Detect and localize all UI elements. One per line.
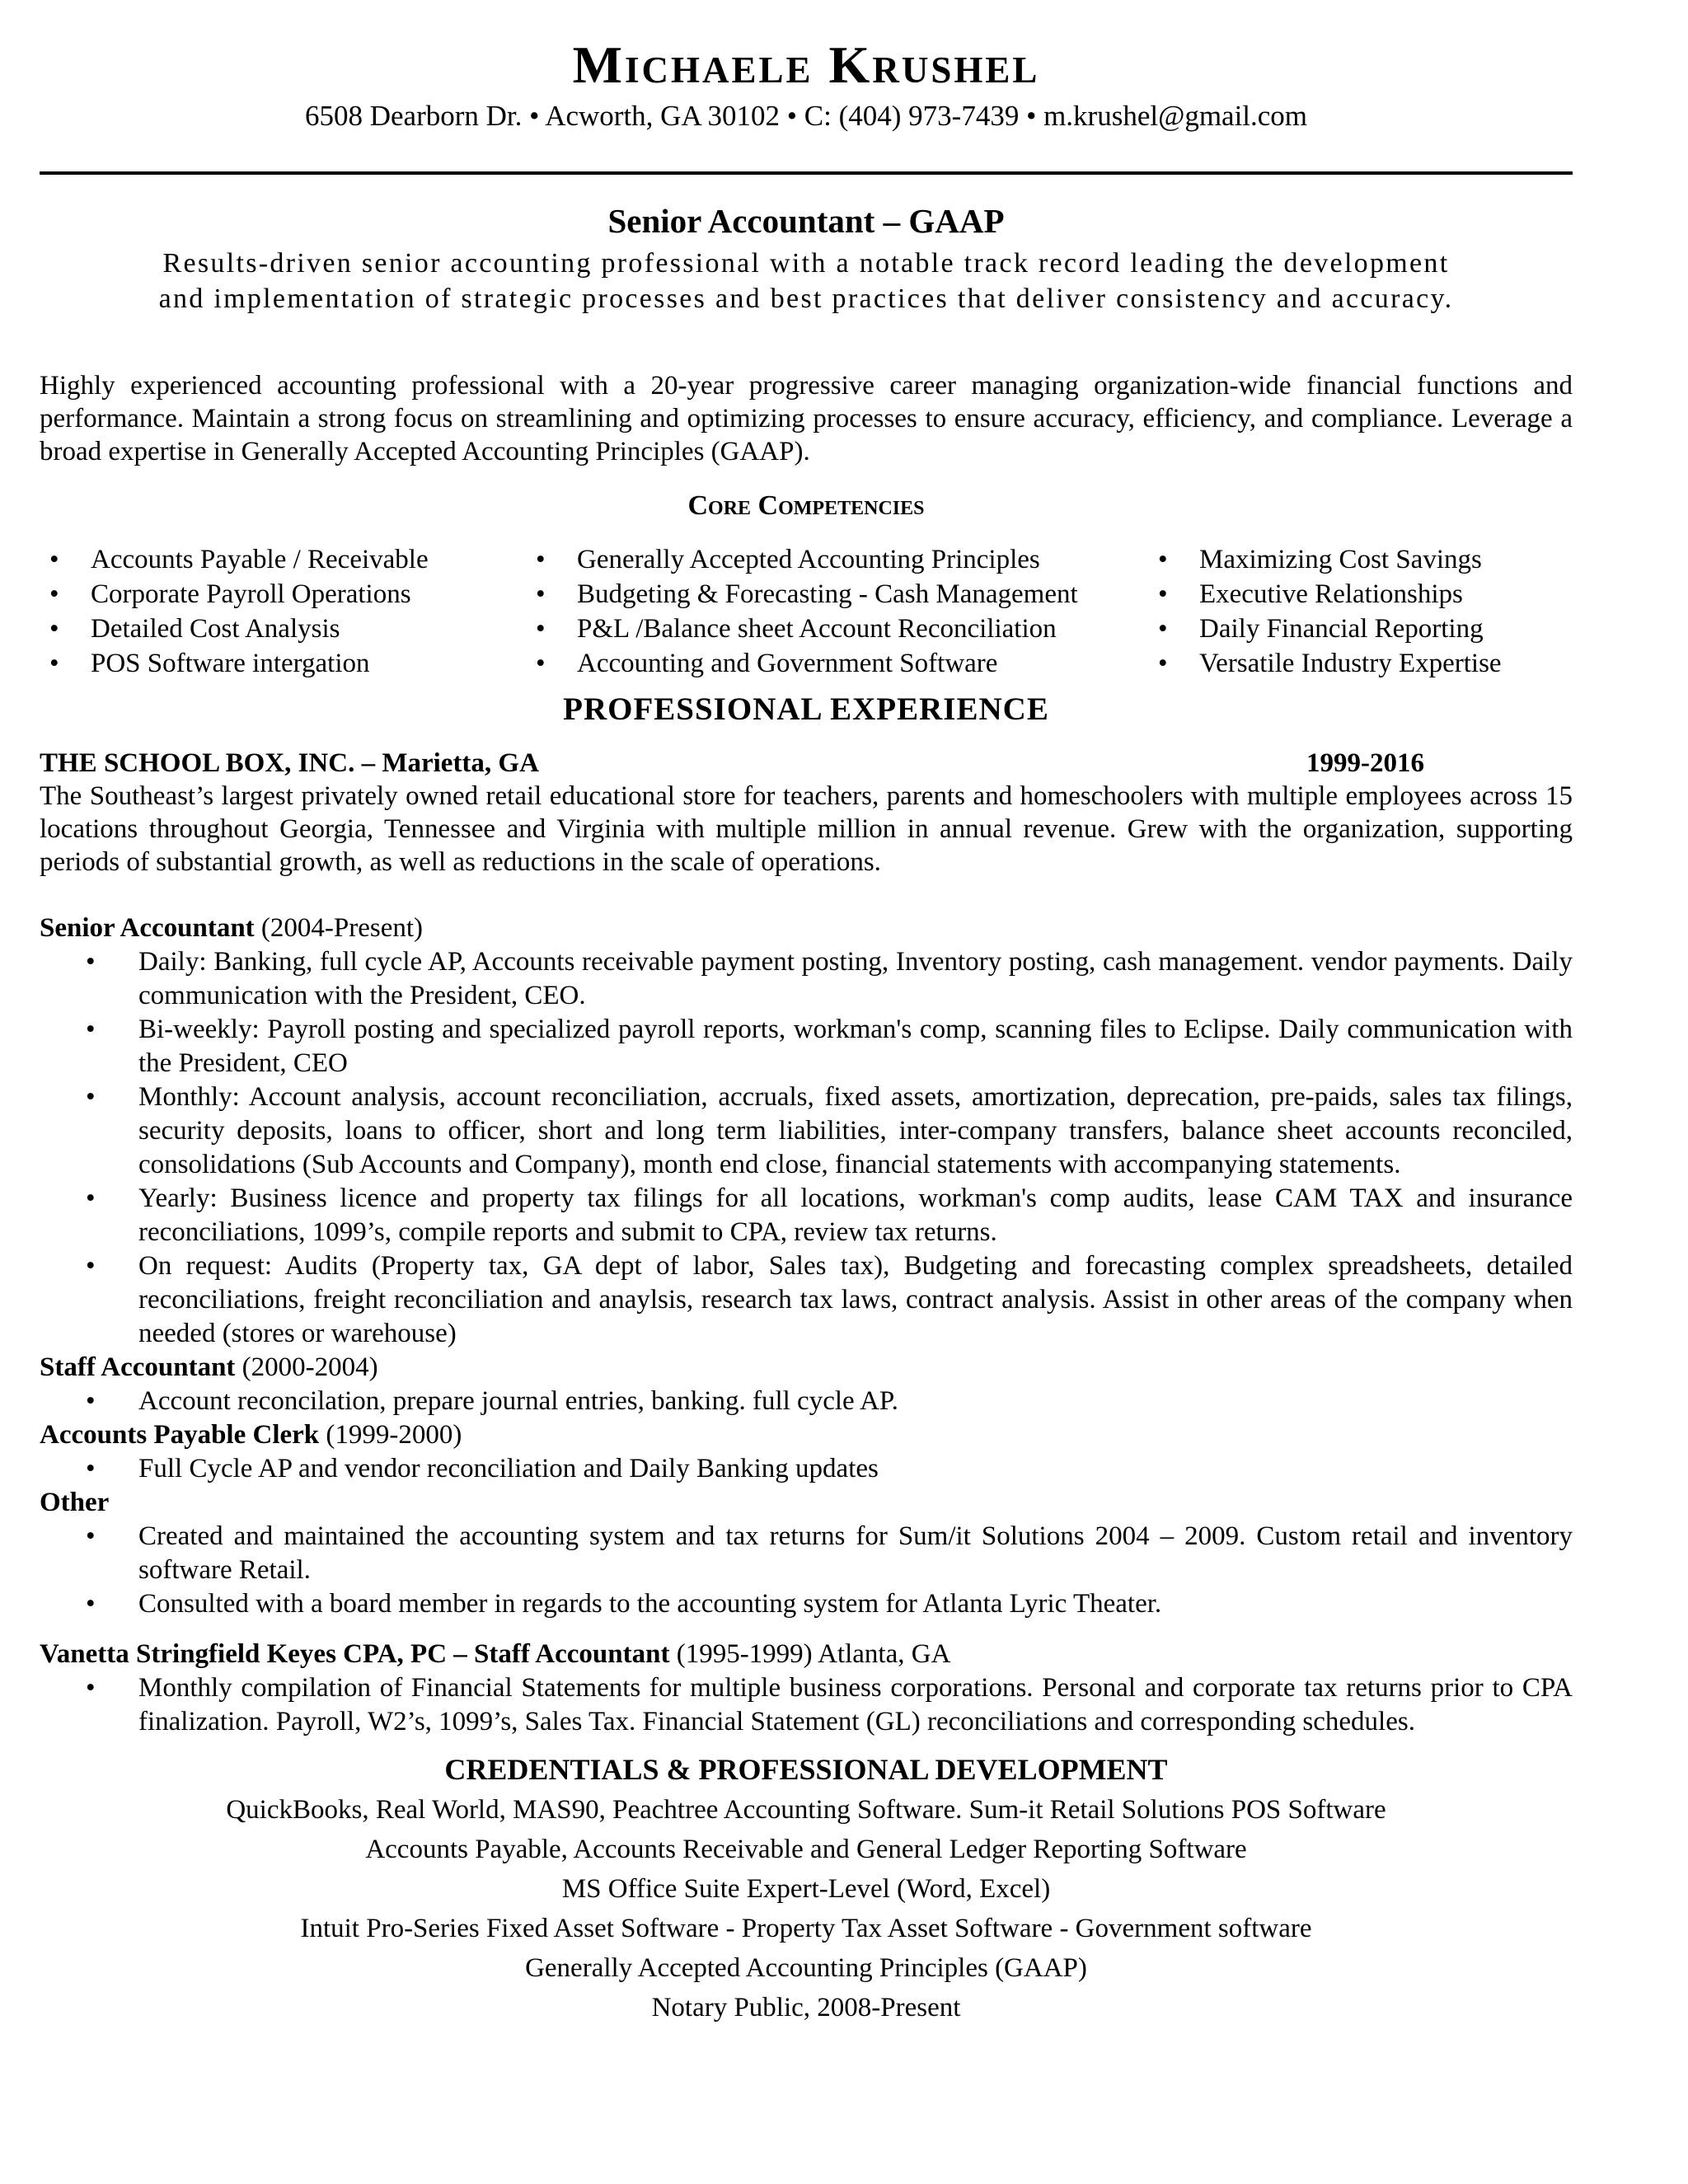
employer-details: (1995-1999) Atlanta, GA [676,1639,951,1669]
credential-line: MS Office Suite Expert-Level (Word, Excel) [561,1874,1051,1904]
role-dates: (2000-2004) [241,1352,378,1382]
role-title: Staff Accountant [40,1352,236,1382]
employer-name: THE SCHOOL BOX, INC. – Marietta, GA [40,748,539,778]
credentials-title: CREDENTIALS & PROFESSIONAL DEVELOPMENT [444,1753,1168,1786]
credential-line: Notary Public, 2008-Present [651,1993,961,2022]
role-title: Accounts Payable Clerk [40,1420,320,1450]
candidate-name: Michaele Krushel [572,35,1040,94]
competency-item: • Executive Relationships [1148,577,1573,612]
competencies-column-2 [526,542,1148,681]
competency-item: • Daily Financial Reporting [1148,612,1573,646]
senior-accountant-duties [40,945,1573,1351]
employer-vanetta [40,1638,1573,1671]
duty-item: • Account reconcilation, prepare journal entries, banking. full cycle AP. [40,1385,1573,1418]
role-other [40,1486,1573,1520]
credential-line: Intuit Pro-Series Fixed Asset Software - Property Tax Asset Software - Government software [300,1914,1312,1943]
experience-title: PROFESSIONAL EXPERIENCE [563,691,1049,727]
competency-item: • Corporate Payroll Operations [40,577,526,612]
role-senior-accountant [40,912,1573,945]
duty-item: • Monthly: Account analysis, account reconciliation, accruals, fixed assets, amortization, deprecation, pre-paids, sales tax filings, security deposits, loans to officer, short and long term liabilities, inter-company transfers, balance sheet accounts reconciled, consolidations (Sub Accounts and Company), month end close, financial statements with accompanying statements. [40,1080,1573,1182]
competency-item: • Accounting and Government Software [526,646,1148,681]
role-title: Other [40,1488,110,1517]
competencies-grid [40,542,1573,681]
contact-info: 6508 Dearborn Dr. • Acworth, GA 30102 • C: (404) 973-7439 • m.krushel@gmail.com [304,100,1308,132]
role-dates: (1999-2000) [326,1420,462,1450]
competency-item: • P&L /Balance sheet Account Reconciliation [526,612,1148,646]
competency-item: • Accounts Payable / Receivable [40,542,526,577]
competencies-column-3 [1148,542,1573,681]
duty-item: • Created and maintained the accounting system and tax returns for Sum/it Solutions 2004 – 2009. Custom retail and inventory software Retail. [40,1520,1573,1587]
role-accounts-payable-clerk [40,1418,1573,1452]
tagline-line-1: Results-driven senior accounting professional with a notable track record leading the development [162,248,1450,279]
employer-header [40,747,1573,780]
tagline [40,246,1573,316]
resume-page [40,33,1573,2027]
duty-item: • Yearly: Business licence and property tax filings for all locations, workman's comp audits, lease CAM TAX and insurance reconciliations, 1099’s, compile reports and submit to CPA, review tax returns. [40,1182,1573,1249]
vanetta-duties [40,1671,1573,1739]
employer-heading: Vanetta Stringfield Keyes CPA, PC – Staff Accountant [40,1639,670,1669]
headline: Senior Accountant – GAAP [607,202,1005,240]
competency-item: • Versatile Industry Expertise [1148,646,1573,681]
duty-item: • Bi-weekly: Payroll posting and specialized payroll reports, workman's comp, scanning files to Eclipse. Daily communication with the President, CEO [40,1013,1573,1080]
role-dates: (2004-Present) [260,913,424,943]
role-title: Senior Accountant [40,913,255,943]
duty-item: • On request: Audits (Property tax, GA dept of labor, Sales tax), Budgeting and forecasting complex spreadsheets, detailed reconciliations, freight reconciliation and anaylsis, research tax laws, contract analysis. Assist in other areas of the company when needed (stores or warehouse) [40,1249,1573,1351]
summary-paragraph: Highly experienced accounting professional with a 20-year progressive career managing organization-wide financial functions and performance. Maintain a strong focus on streamlining and optimizing processes to ensure accuracy, efficiency, and compliance. Leverage a broad expertise in Generally Accepted Accounting Principles (GAAP). [40,371,1573,466]
credential-line: Generally Accepted Accounting Principles (GAAP) [525,1953,1087,1983]
other-duties [40,1520,1573,1621]
duty-item: • Full Cycle AP and vendor reconciliation and Daily Banking updates [40,1452,1573,1486]
competency-item: • POS Software intergation [40,646,526,681]
duty-item: • Daily: Banking, full cycle AP, Accounts receivable payment posting, Inventory posting, cash management. vendor payments. Daily communication with the President, CEO. [40,945,1573,1013]
credential-line: Accounts Payable, Accounts Receivable and General Ledger Reporting Software [365,1835,1247,1864]
competency-item: • Budgeting & Forecasting - Cash Management [526,577,1148,612]
header-divider [40,171,1573,175]
competencies-title: Core Competencies [687,490,925,521]
tagline-line-2: and implementation of strategic processes and best practices that deliver consistency and accuracy. [158,284,1454,314]
employer-dates: 1999-2016 [1306,748,1424,778]
employer-description: The Southeast’s largest privately owned retail educational store for teachers, parents and homeschoolers with multiple employees across 15 locations throughout Georgia, Tennessee and Virginia with multiple million in annual revenue. Grew with the organization, supporting periods of substantial growth, as well as reductions in the scale of operations. [40,781,1573,877]
competency-item: • Detailed Cost Analysis [40,612,526,646]
competency-item: • Generally Accepted Accounting Principles [526,542,1148,577]
credential-line: QuickBooks, Real World, MAS90, Peachtree Accounting Software. Sum-it Retail Solutions POS Software [226,1795,1386,1825]
accounts-payable-duties [40,1452,1573,1486]
role-staff-accountant [40,1351,1573,1385]
duty-item: • Consulted with a board member in regards to the accounting system for Atlanta Lyric Theater. [40,1587,1573,1621]
competency-item: • Maximizing Cost Savings [1148,542,1573,577]
credentials-list [40,1790,1573,2027]
duty-item: • Monthly compilation of Financial Statements for multiple business corporations. Personal and corporate tax returns prior to CPA finalization. Payroll, W2’s, 1099’s, Sales Tax. Financial Statement (GL) reconciliations and corresponding schedules. [40,1671,1573,1739]
staff-accountant-duties [40,1385,1573,1418]
competencies-column-1 [40,542,526,681]
